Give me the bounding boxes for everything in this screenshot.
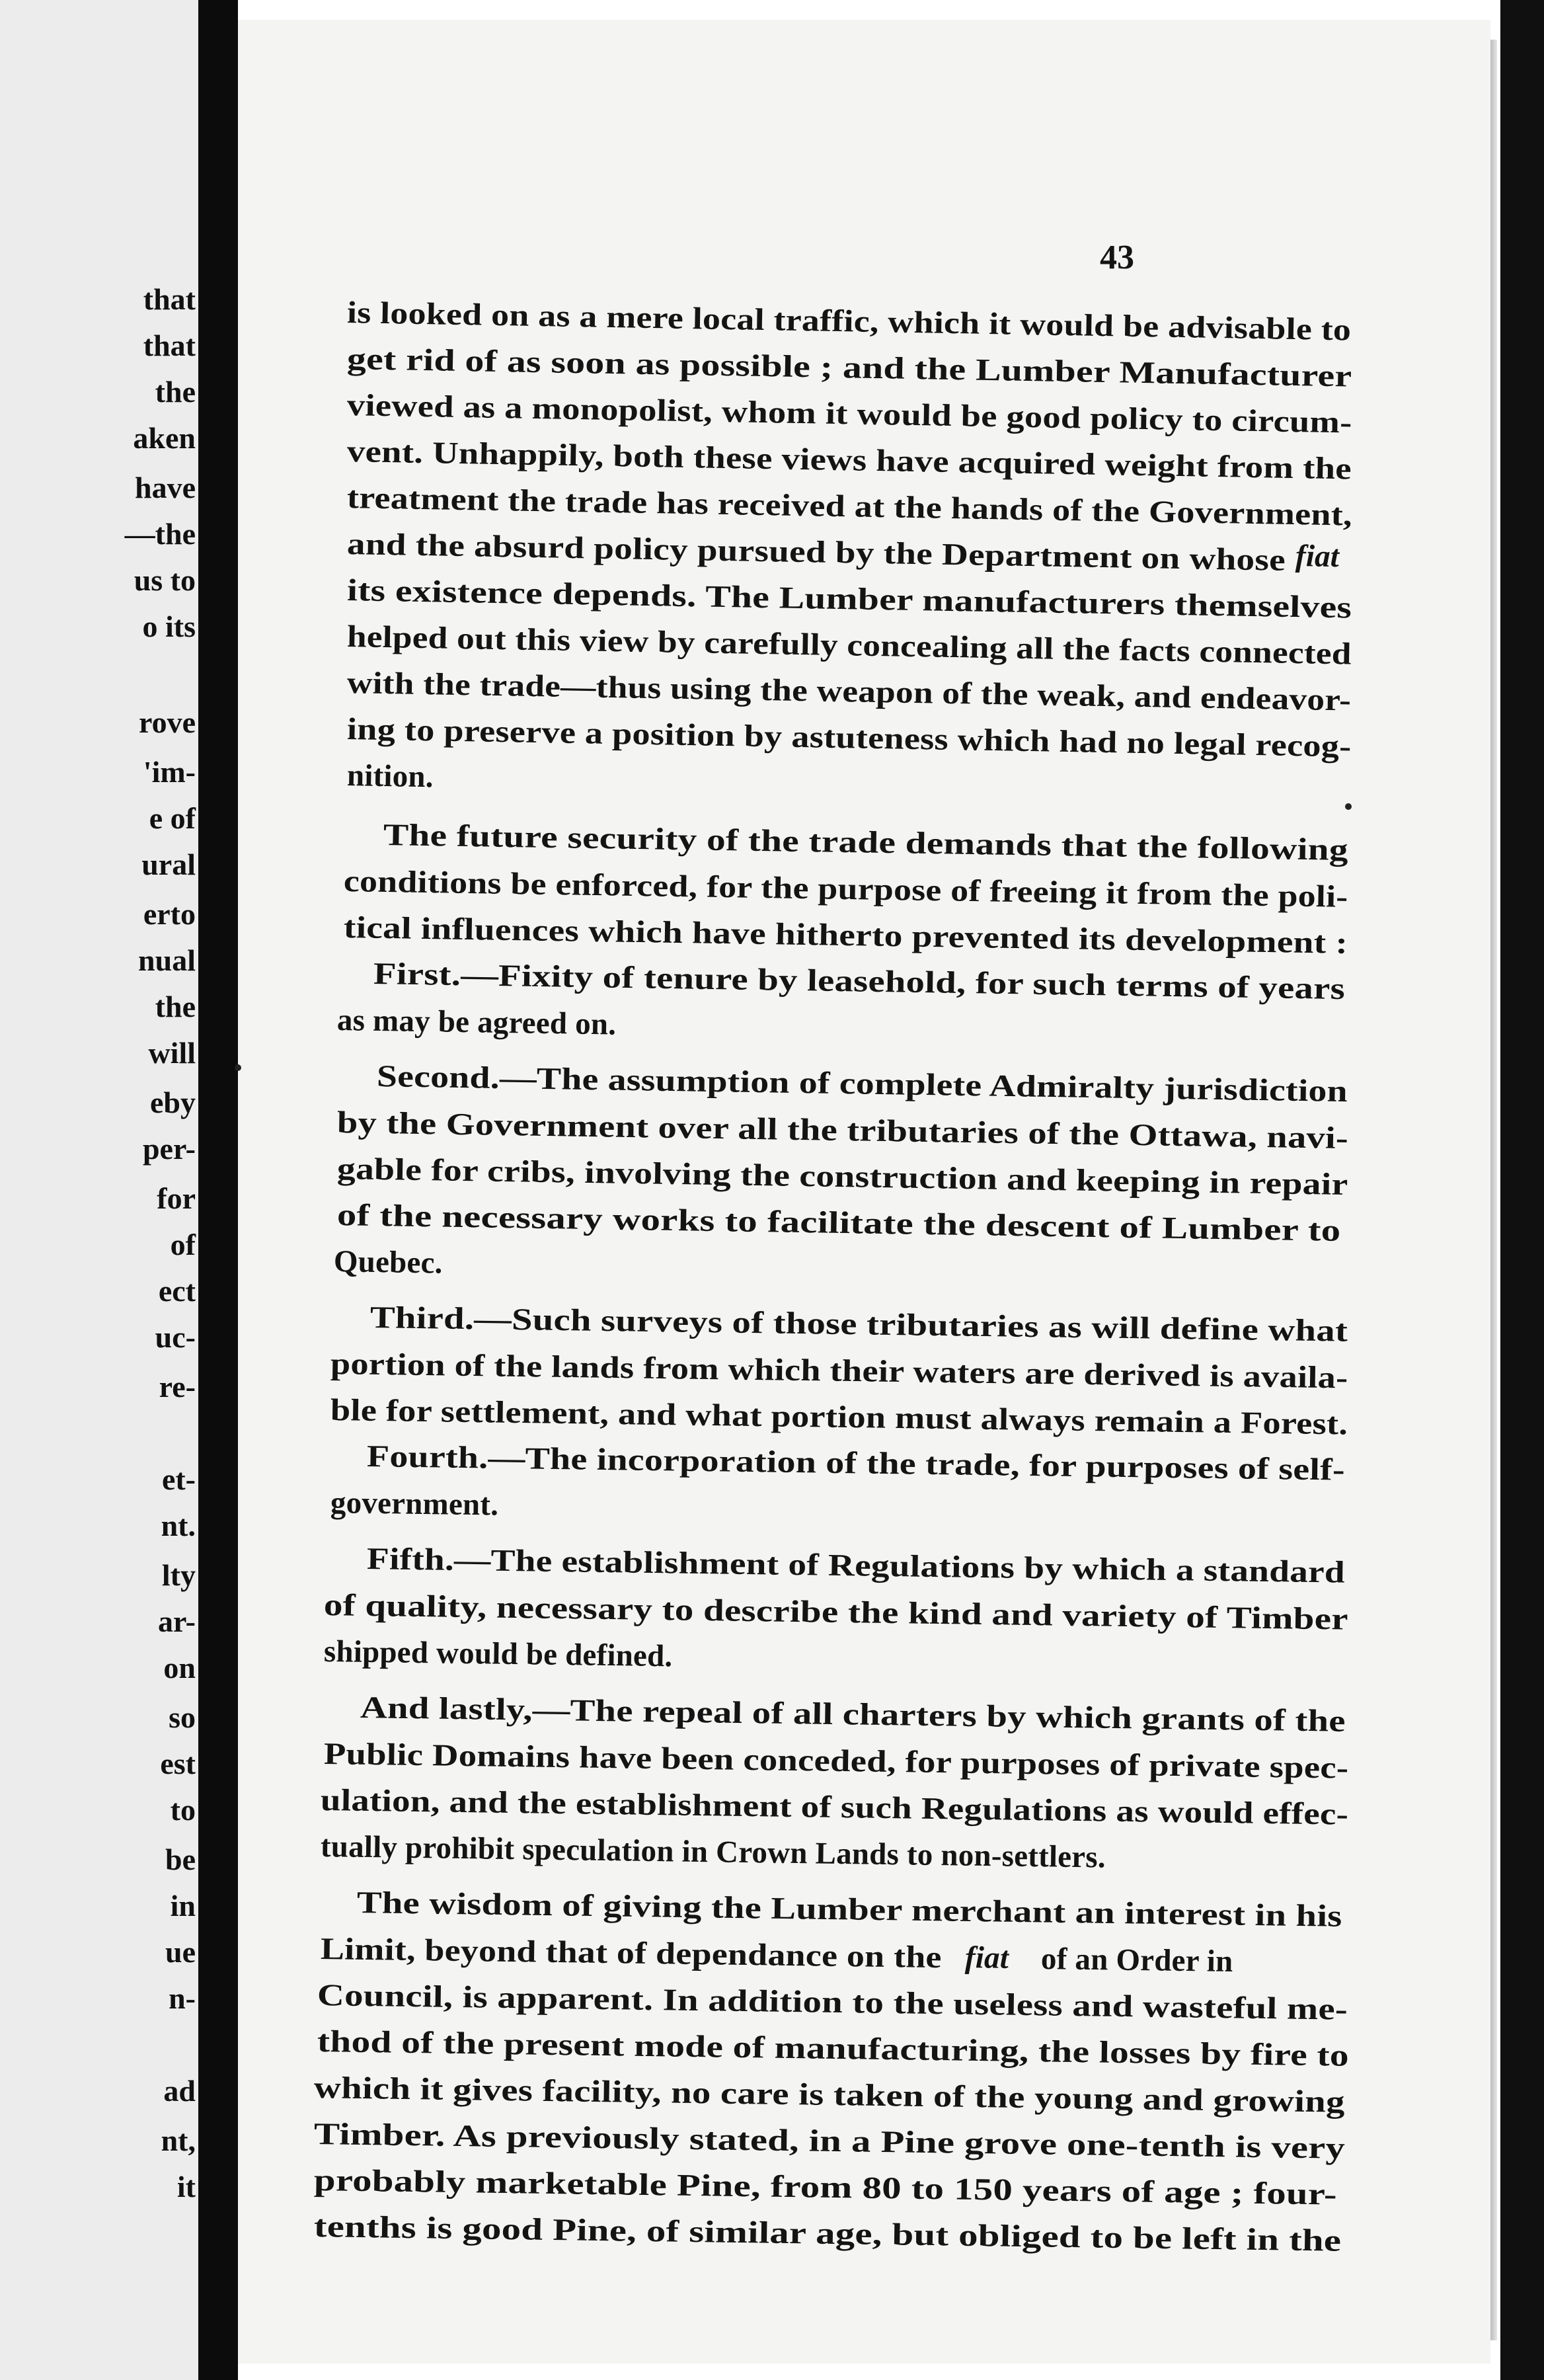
body-text-line: Limit, beyond that of dependance on the [320, 1932, 943, 1975]
body-text-line: thod of the present mode of manufacturing, the losses by fire to [317, 2024, 1350, 2073]
body-text-line: conditions be enforced, for the purpose of freeing it from the poli- [343, 864, 1348, 914]
body-text-line: Council, is apparent. In addition to the useless and wasteful me- [317, 1978, 1348, 2027]
body-text-line: treatment the trade has received at the hands of the Government, [346, 481, 1353, 533]
facing-page-word-fragment: est [160, 1747, 196, 1780]
italic-word-fiat: fiat [1295, 539, 1340, 575]
body-text-line: ble for settlement, and what portion must always remain a Forest. [330, 1393, 1348, 1442]
right-border [1500, 0, 1544, 2380]
facing-page-word-fragment: to [170, 1793, 196, 1827]
facing-page-word-fragment: per- [142, 1132, 196, 1166]
facing-page-word-fragment: nt, [161, 2123, 196, 2157]
body-text-line: helped out this view by carefully concealing all the facts connected [346, 619, 1352, 672]
facing-page-word-fragment: ural [141, 848, 196, 881]
body-text-line: get rid of as soon as possible ; and the Lumber Manufacturer [346, 342, 1352, 394]
facing-page-word-fragment: in [170, 1889, 196, 1923]
facing-page-word-fragment: it [176, 2170, 196, 2203]
facing-page-word-fragment: ad [163, 2074, 196, 2108]
facing-page-word-fragment: so [169, 1700, 196, 1734]
facing-page-word-fragment: nt. [161, 1509, 196, 1542]
facing-page-word-fragment: of [170, 1228, 196, 1261]
body-text-line: tical influences which have hitherto prevented its development : [343, 910, 1348, 961]
facing-page-word-fragment: eby [150, 1086, 196, 1119]
facing-page-word-fragment: et- [161, 1462, 196, 1496]
body-text-line: Public Domains have been conceded, for purposes of private spec- [323, 1737, 1349, 1786]
body-text-line: And lastly,—The repeal of all charters by which grants of the [360, 1690, 1346, 1739]
facing-page-word-fragment: e of [149, 801, 196, 835]
italic-word-fiat: fiat [964, 1940, 1009, 1975]
body-text-line: tenths is good Pine, of similar age, but obliged to be left in the [313, 2209, 1342, 2258]
facing-page-word-fragment: uc- [155, 1320, 196, 1354]
body-text-line: shipped would be defined. [323, 1634, 673, 1674]
facing-page-word-fragment: aken [133, 421, 196, 455]
body-text-line: Second.—The assumption of complete Admiralty jurisdiction [376, 1059, 1348, 1109]
facing-page-word-fragment: ue [165, 1935, 196, 1969]
facing-page-word-fragment: will [148, 1036, 196, 1070]
facing-page-word-fragment: the [155, 375, 196, 409]
body-text-line: Quebec. [333, 1244, 443, 1281]
body-text-line: The future security of the trade demands that the following [383, 818, 1349, 867]
facing-page-word-fragment: rove [138, 705, 196, 739]
facing-page-word-fragment: on [163, 1651, 196, 1685]
body-text-line: probably marketable Pine, from 80 to 150 years of age ; four- [313, 2163, 1338, 2212]
facing-page-word-fragment: lty [161, 1558, 196, 1592]
page-edge-shadow [1490, 40, 1497, 2340]
ink-speck [235, 1064, 241, 1071]
body-text-line: tually prohibit speculation in Crown Lands to non-settlers. [320, 1829, 1106, 1875]
facing-page-fragment [0, 0, 198, 2380]
body-text-line: by the Government over all the tributaries of the Ottawa, navi- [336, 1105, 1349, 1156]
facing-page-word-fragment: —the [124, 517, 196, 551]
body-text-line: portion of the lands from which their waters are derived is availa- [330, 1347, 1348, 1396]
body-text-line: The wisdom of giving the Lumber merchant an interest in his [356, 1885, 1342, 1934]
body-text-line: First.—Fixity of tenure by leasehold, for such terms of years [373, 957, 1346, 1007]
body-text-line: Fourth.—The incorporation of the trade, for purposes of self- [366, 1439, 1346, 1488]
body-text-line: Third.—Such surveys of those tributaries as will define what [369, 1300, 1348, 1349]
facing-page-word-fragment: ect [158, 1274, 196, 1308]
facing-page-word-fragment: erto [143, 897, 196, 931]
body-text-line: ulation, and the establishment of such Regulations as would effec- [320, 1783, 1349, 1832]
body-text-line: Timber. As previously stated, in a Pine grove one-tenth is very [313, 2117, 1346, 2166]
body-text-line: its existence depends. The Lumber manufacturers themselves [346, 573, 1352, 625]
facing-page-word-fragment: 'im- [143, 755, 196, 789]
ink-speck [1345, 803, 1352, 810]
body-text-line-tail: of an Order in [1040, 1942, 1233, 1979]
facing-page-word-fragment: o its [142, 610, 196, 643]
facing-page-word-fragment: n- [169, 1981, 196, 2015]
body-text-line: government. [330, 1486, 499, 1523]
page-number: 43 [1100, 239, 1134, 276]
body-text-line: with the trade—thus using the weapon of the weak, and endeavor- [346, 666, 1352, 718]
facing-page-word-fragment: for [157, 1181, 196, 1215]
facing-page-word-fragment: re- [159, 1370, 196, 1404]
body-text-line: of the necessary works to facilitate the descent of Lumber to [336, 1198, 1341, 1248]
book-page [238, 20, 1490, 2363]
body-text-line: as may be agreed on. [336, 1003, 617, 1042]
body-text-line: nition. [346, 758, 434, 795]
body-text-line: which it gives facility, no care is taken of the young and growing [313, 2071, 1346, 2120]
body-text-line: viewed as a monopolist, whom it would be good policy to circum- [346, 388, 1352, 440]
book-gutter [198, 0, 238, 2380]
facing-page-word-fragment: nual [138, 943, 196, 977]
facing-page-word-fragment: ar- [157, 1605, 196, 1638]
body-text-line: of quality, necessary to describe the kind and variety of Timber [323, 1588, 1349, 1637]
facing-page-word-fragment: be [165, 1843, 196, 1876]
body-text-line: vent. Unhappily, both these views have acquired weight from the [346, 434, 1352, 487]
facing-page-word-fragment: us to [134, 563, 196, 597]
body-text-line: gable for cribs, involving the construction and keeping in repair [336, 1152, 1348, 1203]
body-text-line: and the absurd policy pursued by the Department on whose [346, 527, 1286, 578]
body-text-line: ing to preserve a position by astuteness which had no legal recog- [346, 712, 1352, 764]
facing-page-word-fragment: the [155, 990, 196, 1023]
body-text-line: is looked on as a mere local traffic, which it would be advisable to [346, 296, 1352, 348]
facing-page-word-fragment: that [143, 329, 196, 362]
facing-page-word-fragment: have [135, 471, 196, 504]
facing-page-word-fragment: that [143, 282, 196, 316]
body-text-line: Fifth.—The establishment of Regulations by which a standard [366, 1542, 1346, 1590]
